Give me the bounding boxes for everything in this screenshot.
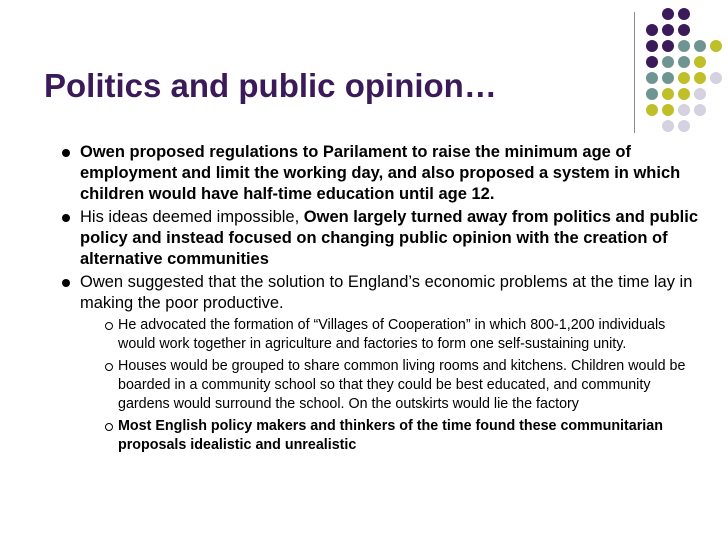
title-divider-line [634,12,635,133]
decor-dot [694,72,706,84]
decor-dot [646,72,658,84]
decor-dot [678,104,690,116]
hollow-bullet-icon [105,363,113,371]
decor-dot [646,24,658,36]
decor-dot [646,56,658,68]
hollow-bullet-icon [105,322,113,330]
decor-dot [662,56,674,68]
dot-grid-decoration [645,8,725,138]
hollow-bullet-icon [105,423,113,431]
sub-bullet-text: He advocated the formation of “Villages of Cooperation” in which 800-1,200 individuals would work together in agriculture and factories to form one self-sustaining unity. [118,317,666,352]
decor-dot [678,8,690,20]
sub-bullet-list [80,316,700,455]
decor-dot [678,88,690,100]
decor-dot [694,104,706,116]
bullet-text-regular: His ideas deemed impossible, [80,208,304,226]
bullet-item [60,272,700,455]
decor-dot [694,40,706,52]
decor-dot [710,40,722,52]
decor-dot [662,88,674,100]
decor-dot [710,72,722,84]
sub-bullet-item [80,417,700,455]
decor-dot [662,120,674,132]
decor-dot [678,40,690,52]
decor-dot [678,24,690,36]
bullet-dot-icon [62,149,70,157]
bullet-text: Owen proposed regulations to Parilament to raise the minimum age of employment and limit the working day, and also proposed a system in which children would have half-time education until age 12. [80,143,681,203]
bullet-list [60,142,700,455]
decor-dot [662,8,674,20]
decor-dot [646,104,658,116]
bullet-dot-icon [62,279,70,287]
slide-title: Politics and public opinion… [44,67,497,104]
sub-bullet-item [80,316,700,354]
bullet-text: Owen suggested that the solution to England’s economic problems at the time lay in making the poor productive. [80,273,693,312]
slide-body [60,142,700,458]
sub-bullet-text: Most English policy makers and thinkers of the time found these communitarian proposals idealistic and unrealistic [118,418,663,453]
decor-dot [678,72,690,84]
decor-dot [662,24,674,36]
bullet-item [60,142,700,205]
decor-dot [694,56,706,68]
sub-bullet-item [80,357,700,414]
bullet-dot-icon [62,214,70,222]
decor-dot [694,88,706,100]
sub-bullet-text: Houses would be grouped to share common living rooms and kitchens. Children would be boarded in a community school so that they could be best educated, and community gardens would surround the school. On the outskirts would lie the factory [118,358,686,412]
bullet-text-bold: Owen largely turned away from politics and public policy and instead focused on changing public opinion with the creation of alternative communities [80,208,699,268]
decor-dot [646,40,658,52]
decor-dot [646,88,658,100]
decor-dot [662,72,674,84]
decor-dot [662,104,674,116]
decor-dot [678,120,690,132]
decor-dot [678,56,690,68]
bullet-item [60,207,700,270]
decor-dot [662,40,674,52]
